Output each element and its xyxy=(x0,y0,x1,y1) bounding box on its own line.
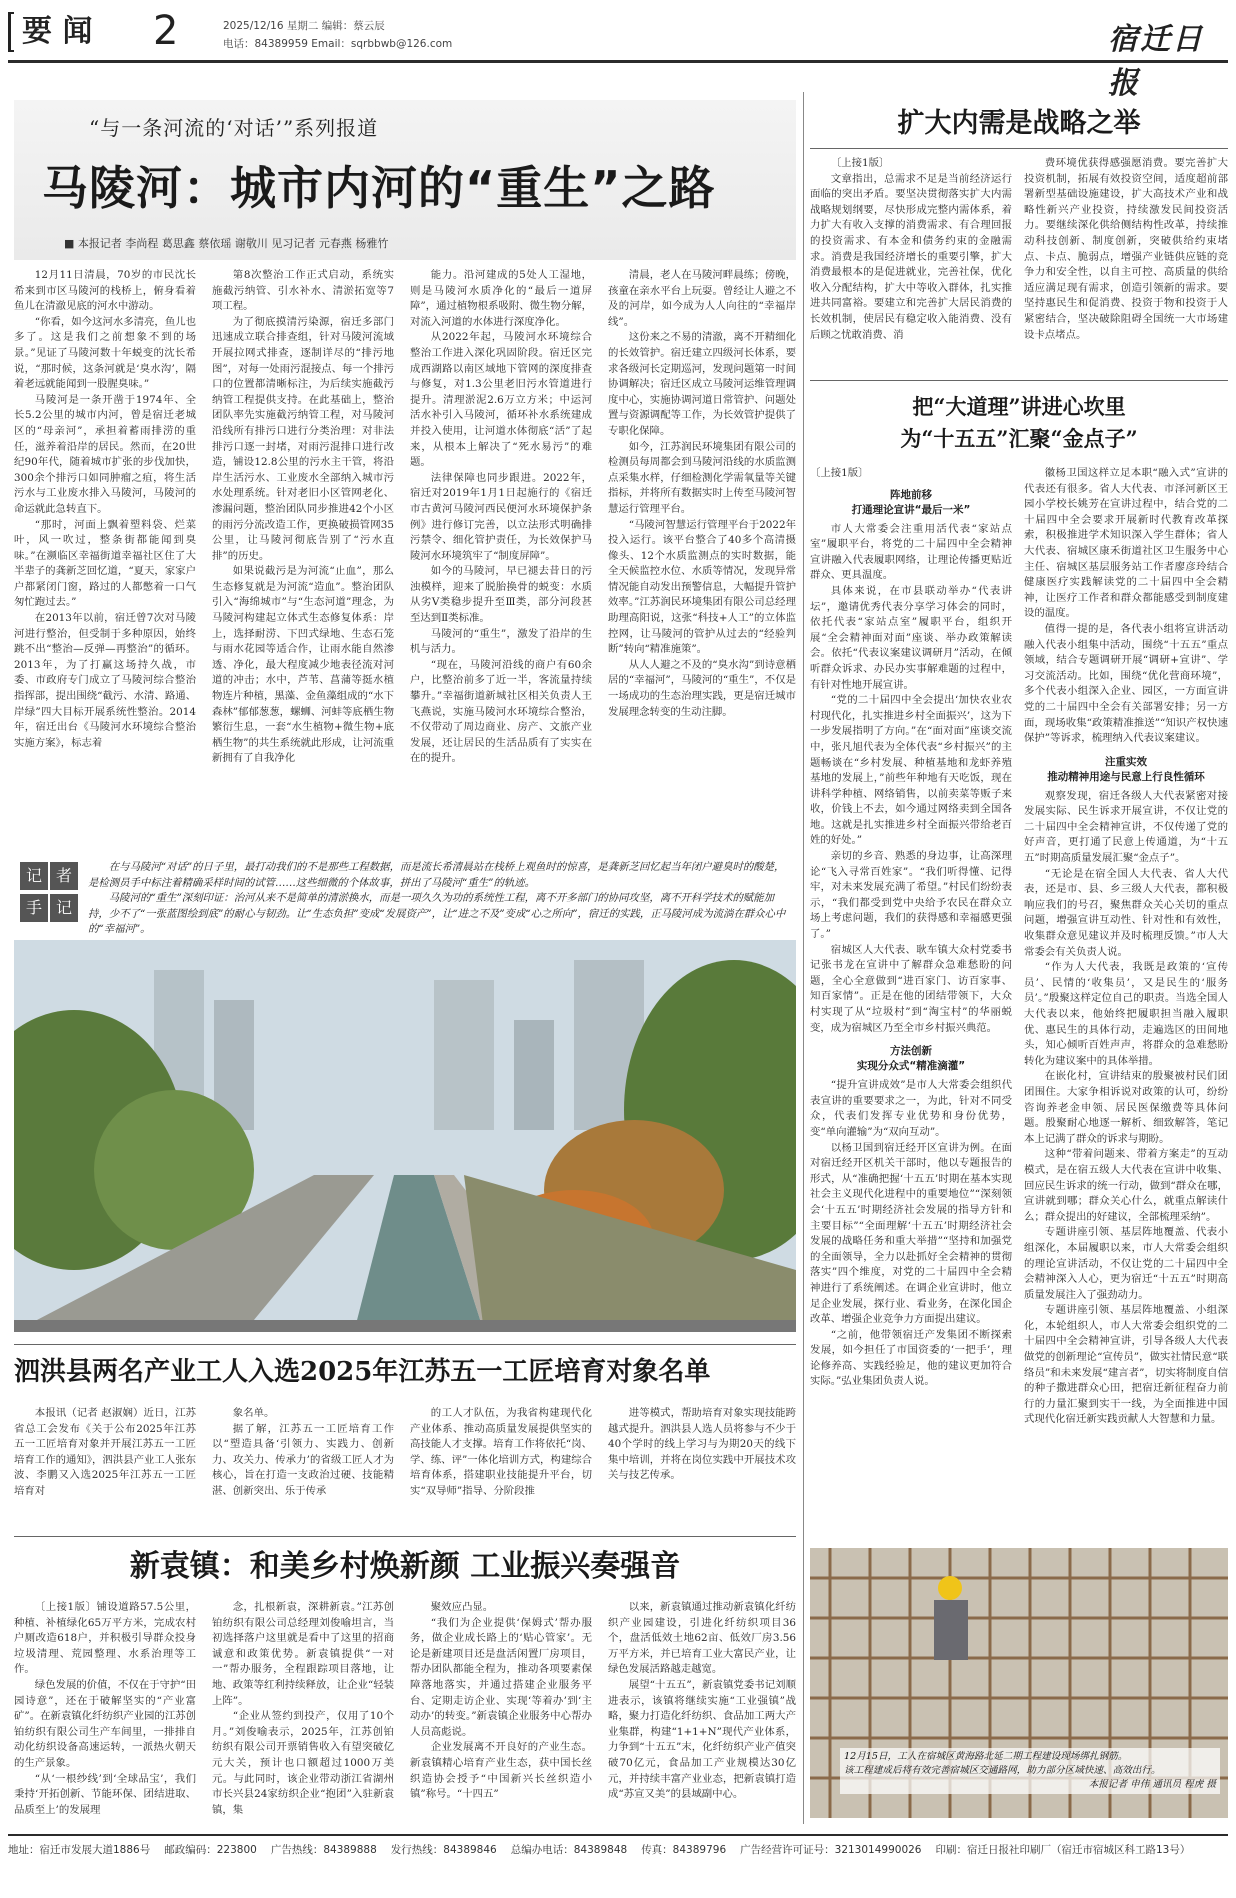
river-illustration xyxy=(14,940,796,1332)
article-2-title: 扩大内需是战略之举 xyxy=(897,108,1141,139)
date-line: 2025/12/16 星期二 编辑：蔡云辰 xyxy=(223,20,385,32)
article-3-col-2: 徽杨卫国这样立足本职“融入式”宣讲的代表还有很多。省人大代表、市泽河新区王园小学校长姚芳在宣讲过程中，结合党的二十届四中全会要求开展新时代教育改革探索，积极推进学术知识深入学生群体；省人大代表、宿城区康禾街道社区卫生服务中心主任、宿城区基层服务站工作者廖彦玲结合健康医疗实践解读党的二十届四中全会精神，让医疗工作者和群众都能感受到制度建设的温度。 值得一提的是，各代表小组将宣讲活动融入代表小组集中活动，围绕“十五五”重点领域，结合专题调研开展“调研+宣讲”、学习交流活动。比如，围绕“优化营商环境”，多个代表小组深入企业、园区，一方面宣讲党的二十届四中全会有关部署安排；另一方面，现场收集“政策精准推送”“知识产权快速保护”等诉求，梳理纳入代表议案建议。 注重实效 推动精神用途与民意上行良性循环 观察发现，宿迁各级人大代表紧密对接发展实际、民生诉求开展宣讲，不仅让党的二十届四中全会精神宣讲，不仅传递了党的好声音，更打通了民意上传通道，为“十五五”时期高质量发展汇聚“金点子”。 “无论是在宿全国人大代表、省人大代表，还是市、县、乡三级人大代表，都积极响应我们的号召，聚焦群众关心关切的重点问题，增强宣讲互动性、针对性和有效性，收集群众意见建议并及时梳理反馈。”市人大常委会有关负责人说。 “作为人大代表，我既是政策的‘宣传员’、民情的‘收集员’，又是民生的‘服务员’。”殷聚这样定位自己的职责。当选全国人大代表以来，他始终把履职担当融入履职优、惠民生的具体行动，走遍选区的田间地头，知心倾听百姓声声，将群众的急难愁盼转化为建议案中的具体举措。 在嵌化村，宣讲结束的殷聚被村民们团团围住。大家争相诉说对政策的认可，纷纷咨询养老金申领、居民医保缴费等具体问题。殷聚耐心地逐一解析、细致解答，笔记本上记满了群众的诉求与期盼。 这种“带着问题来、带着方案走”的互动模式，是在宿五级人大代表在宣讲中收集、回应民生诉求的统一行动，做到“群众在哪，宣讲就到哪；群众关心什么，就重点解读什么；群众提出的好建议，全部梳理采纳”。 专题讲座引领、基层阵地覆盖、代表小组深化，本届履职以来，市人大常委会组织的理论宣讲活动，不仅让党的二十届四中全会精神深入人心，更为宿迁“十五五”时期高质量发展注入了强劲动力。 专题讲座引领、基层阵地覆盖、小组深化，本轮组织人，市人大常委会组织党的二十届四中全会精神宣讲，引导各级人大代表做党的创新理论“宣传员”，做实社情民意“联络员”和未来发展“建言者”，切实将制度自信的种子撒进群众心田，把宿迁新征程奋力前行的力量汇聚到实干一线，为全面推进中国式现代化宿迁新实践贡献人大智慧和力量。 xyxy=(1024,467,1228,1426)
construction-photo xyxy=(810,1548,1228,1818)
paper-logo: 宿迁日报 xyxy=(1108,22,1204,101)
footer-ad: 广告热线：84389888 xyxy=(270,1844,377,1856)
footer-printer: 印刷：宿迁日报社印刷厂（宿迁市宿城区科工路13号） xyxy=(935,1844,1191,1856)
footer xyxy=(8,1842,1228,1857)
column-rule xyxy=(803,92,804,1824)
article-5-col-4: 以来，新袁镇通过推动新袁镇化纤纺织产业园建设，引进化纤纺织项目36个，盘活低效土地62亩、低效厂房3.56万平方米，并已培育工业大富民产业，让绿色发展活路越走越宽。 展望“十五五”，新袁镇党委书记刘顺进表示，该镇将继续实施“工业强镇”战略，聚力打造化纤纺织、食品加工两大产业集群，构建“1+1+N”现代产业体系，力争到“十五五”末，化纤纺织产业产值突破70亿元，食品加工产业规模达30亿元，并持续丰富产业业态，把新袁镇打造成“苏宣又美”的县域副中心。 xyxy=(608,1601,796,1801)
footer-office: 总编办电话：84389848 xyxy=(510,1844,628,1856)
subhead-2: 方法创新 xyxy=(890,1045,932,1058)
feature-header xyxy=(14,100,796,260)
article-3-title-line-1: 把“大道理”讲进心坎里 xyxy=(912,394,1126,419)
footer-fax: 传真：84389796 xyxy=(641,1844,727,1856)
feature-kicker: “与一条河流的‘对话’”系列报道 xyxy=(89,116,379,140)
article-3-title-line-2: 为“十五五”汇聚“金点子” xyxy=(900,426,1138,451)
article-4-col-1: 本报讯（记者 赵淑娴）近日，江苏省总工会发布《关于公布2025年江苏五一工匠培育对象并开展江苏五一工匠培育工作的通知》，泗洪县产业工人张东波、李鹏又入选2025年江苏五一工匠培育对 xyxy=(14,1407,196,1497)
article-5-title: 新袁镇：和美乡村焕新颜 工业振兴奏强音 xyxy=(129,1549,681,1584)
reporter-notes-label xyxy=(20,862,80,926)
subhead-3b: 推动精神用途与民意上行良性循环 xyxy=(1047,770,1205,783)
article-5-col-3: 聚效应凸显。 “我们为企业提供‘保姆式’帮办服务，做企业成长路上的‘贴心管家’。无论是新建项目还是盘活闲置厂房项目，帮办团队都能全程为，推动各项要素保障落地落实，并通过搭建企业服务平台、定期走访企业、实现‘等着办’到‘主动办’的转变。”新袁镇企业服务中心帮办人员高彪说。 企业发展离不开良好的产业生态。新袁镇精心培育产业生态，获中国长丝织造协会授予“中国新兴长丝织造小镇”称号。“十四五” xyxy=(410,1601,592,1801)
footer-address: 地址：宿迁市发展大道1886号 xyxy=(8,1844,151,1856)
upjie: 〔上接1版〕 xyxy=(810,467,869,479)
article-5-top-rule xyxy=(14,1536,796,1537)
article-4-col-4: 进等模式，帮助培育对象实现技能跨越式提升。泗洪县人选人员将参与不少于40个学时的线上学习与为期20天的线下集中培训，并将在岗位实践中开展技术攻关与技艺传承。 xyxy=(608,1407,796,1482)
subhead-1: 阵地前移 xyxy=(890,488,932,501)
feature-col-3: 能力。沿河建成的5处人工湿地，则是马陵河水质净化的“最后一道屏障”，通过植物根系吸附、微生物分解，对流入河道的水体进行深度净化。 从2022年起，马陵河水环境综合整治工作进入深化巩固阶段。宿迁区完成西湖路以南区域地下管网的深度排查与修复，对1.3公里老旧污水管道进行提升。清理淤泥2.6万立方米；中运河活水补引入马陵河，循环补水系统建成并投入使用，让河道水体彻底“活”了起来，从根本上解决了“死水易污”的难题。 法律保障也同步跟进。2022年，宿迁对2019年1月1日起施行的《宿迁市古黄河马陵河西民便河水环境保护条例》进行修订完善，以立法形式明确排污禁令、细化管护责任，为长效保护马陵河水环境筑牢了“制度屏障”。 如今的马陵河，早已褪去昔日的污浊模样，迎来了脱胎换骨的蜕变：水质从劣Ⅴ类稳步提升至Ⅲ类，部分河段甚至达到Ⅱ类标准。 马陵河的“重生”，激发了沿岸的生机与活力。 “现在，马陵河沿线的商户有60余户，比整治前多了近一半，客流量持续攀升。”幸福街道新城社区相关负责人王飞燕说，实施马陵河水环境综合整治，不仅带动了周边商业、房产、文旅产业发展，还让居民的生活品质有了实实在在的提升。 xyxy=(410,269,592,765)
article-5-col-2: 念，扎根新袁，深耕新袁。”江苏创铂纺织有限公司总经理刘俊喻坦言，当初选择落户这里就是看中了这里的招商诚意和政策优势。新袁镇提供“一对一”帮办服务，全程跟踪项目落地，让地、政策等红利持续释放，让企业“轻装上阵”。 “企业从签约到投产，仅用了10个月。”刘俊喻表示，2025年，江苏创铂纺织有限公司开票销售收入有望突破亿元大关，预计也口额超过1000万美元。与此同时，该企业带动浙江省湖州市长兴县24家纺织企业“抱团”入驻新袁镇，集 xyxy=(212,1601,394,1816)
article-3-col-1: 〔上接1版〕 阵地前移 打通理论宣讲“最后一米” 市人大常委会注重用活代表“家站点室”履职平台，将党的二十届四中全会精神宣讲融入代表履职网络，让理论传播更贴近群众、更具温度。 具体来说，在市县联动举办“代表讲坛”，邀请优秀代表分享学习体会的同时，依托代表“家站点室”履职平台，组织开展“全会精神面对面”座谈、举办政策解读会。依托“代表议案建议调研月”活动，在倾听群众诉求、办民办实事解难题的过程中，有针对性地开展宣讲。 “党的二十届四中全会提出‘加快农业农村现代化，扎实推进乡村全面振兴’，这为下一步发展指明了方向。”在“面对面”座谈交流中，张凡旭代表为全体代表“乡村振兴”的主题畅谈在“乡村发展、种植基地和龙虾养殖基地的发展上，”前些年种地有天吃饭，现在讲科学种植、网络销售，以前卖菜等贩子来收，价钱上不去，如今通过网络卖到全国各地。这就是扎实推进乡村全面振兴带给老百姓的好处。” 亲切的乡音、熟悉的身边事，让高深理论“飞入寻常百姓家”。“我们听得懂、记得牢，对未来发展充满了希望。”村民们纷纷表示，“我们都受到党中央给予农民在群众立场上考虑问题，我们的获得感和幸福感更强了。” 宿城区人大代表、耿车镇大众村党委书记张书龙在宣讲中了解群众急难愁盼的问题，全心全意做到“进百家门、访百家事、知百家情”。正是在他的团结带领下，大众村实现了从“垃圾村”到“淘宝村”的华丽蜕变，成为宿城区乃至全市乡村振兴典范。 方法创新 实现分众式“精准滴灌” “提升宣讲成效”是市人大常委会组织代表宣讲的重要要求之一，为此，针对不同受众，代表们发挥专业优势和身份优势，变“单向灌输”为“双向互动”。 以杨卫国到宿迁经开区宣讲为例。在面对宿迁经开区机关干部时，他以专题报告的形式，从“准确把握‘十五五’时期在基本实现社会主义现代化进程中的重要地位”“深刻领会‘十五五’时期经济社会发展的指导方针和主要目标”“全面理解‘十五五’时期经济社会发展的战略任务和重大举措”“坚持和加强党的全面领导，全力以赴抓好全会精神的贯彻落实”四个维度，对党的二十届四中全会精神进行了系统阐述。在调企业宣讲时，他立足企业发展，探行业、看业务，在深化国企改革、增强企业竞争力方面提出建议。 “之前，他带领宿迁产发集团不断探索发展，如今担任了市国资委的‘一把手’，理论修养高、实践经验足，他的建议更加符合实际。”弘业集团负责人说。 xyxy=(810,467,1012,1388)
note-label-char: 者 xyxy=(50,862,78,890)
footer-rule xyxy=(8,1834,1228,1836)
article-4-top-rule xyxy=(14,1344,796,1345)
note-label-char: 记 xyxy=(50,894,78,922)
contact-line: 电话：84389959 Email：sqrbbwb@126.com xyxy=(223,38,453,50)
article-2-col-2: 费环境优获得感强愿消费。要完善扩大投资机制，拓展有效投资空间，适度超前部署新型基础设施建设，扩大高技术产业和战略性新兴产业投资，持续激发民间投资活力。要继续深化供给侧结构性改革，持续推动科技创新、制度创新，突破供给约束堵点、卡点、脆弱点，增强产业链供应链的竞争力和安全性，以自主可控、高质量的供给适应满足现有需求，创造引领新的需求。要坚持惠民生和促消费、投资于物和投资于人紧密结合，坚决破除阻碍全国统一大市场建设卡点堵点。 xyxy=(1024,157,1228,341)
article-2-col-1: 〔上接1版〕 文章指出，总需求不足是当前经济运行面临的突出矛盾。要坚决贯彻落实扩大内需战略规划纲要，尽快形成完整内需体系，着力扩大有收入支撑的消费需求、有合理回报的投资需求、有本金和债务约束的金融需求。消费是我国经济增长的重要引擎，扩大消费最根本的是促进就业，完善社保，优化收入分配结构，扩大中等收入群体，扎实推进共同富裕。要建立和完善扩大居民消费的长效机制，使居民有稳定收入能消费、没有后顾之忧敢消费、消 xyxy=(810,157,1012,341)
feature-col-1: 12月11日清晨，70岁的市民沈长希来到市区马陵河的栈桥上，俯身看着鱼儿在清澈见底的河水中游动。 “你看，如今这河水多清亮，鱼儿也多了。这是我们之前想象不到的场景。”见证了马陵河数十年蜕变的沈长希说，“那时候，这条河就是‘臭水沟’，隔着老远就能闻到一股腥臭味。” 马陵河是一条开凿于1974年、全长5.2公里的城市内河，曾是宿迁老城区的“母亲河”，承担着蓄雨排涝的重任，滋养着沿岸的居民。然而，在20世纪90年代，随着城市扩张的步伐加快，300余个排污口如同肿瘤之疽，将生活污水与工业废水排入马陵河，马陵河的命运就此急转直下。 “那时，河面上飘着塑料袋、烂菜叶，风一吹过，整条街都能闻到臭味。”在濒临区幸福街道幸福社区住了大半辈子的龚新芝回忆道，“夏天，家家户户都紧闭门窗，路过的人都憋着一口气匆忙跑过去。” 在2013年以前，宿迁曾7次对马陵河进行整治，但受制于多种原因，始终跳不出“整治—反弹—再整治”的循环。2013年，为了打赢这场持久战，市委、市政府专门成立了马陵河综合整治指挥部，提出围绕“截污、水清、路通、岸绿”四大目标开展系统性整治。2014年，宿迁出台《马陵河水环境综合整治实施方案》，标志着 xyxy=(14,269,196,749)
masthead-bracket xyxy=(8,12,14,52)
footer-license: 广告经营许可证号：3213014990026 xyxy=(740,1844,922,1856)
footer-dist: 发行热线：84389846 xyxy=(390,1844,497,1856)
note-label-char: 手 xyxy=(20,894,48,922)
article-4-col-2: 象名单。 据了解，江苏五一工匠培育工作以“塑造具备‘引领力、实践力、创新力、攻关力、传承力’的省级工匠人才为核心，旨在打造一支政治过硬、技能精湛、创新突出、乐于传承 xyxy=(212,1407,394,1497)
photo-caption: 12月15日，工人在宿城区黄海路北延二期工程建设现场绑扎钢筋。 该工程建成后将有效完善宿城区交通路网，助力部分区域快速、高效出行。 本报记者 申伟 通讯员 程虎 摄 xyxy=(840,1748,1220,1794)
footer-postcode: 邮政编码：223800 xyxy=(164,1844,257,1856)
river-photo xyxy=(14,940,796,1332)
subhead-3: 注重实效 xyxy=(1105,755,1147,768)
subhead-2b: 实现分众式“精准滴灌” xyxy=(856,1060,966,1073)
reporter-notes-text: 在与马陵河“对话”的日子里，最打动我们的不是那些工程数据，而是流长希清晨站在栈桥上观鱼时的惊喜，是龚新芝回忆起当年闭户避臭时的酸楚，是检测员手中标注着精确采样时间的试管……这些细微的个体故事，拼出了马陵河“重生”的轨迹。 马陵河的“重生”深刻印证：治河从来不是简单的清淤换水，而是一项久久为功的系统性工程，离不开多部门的协同攻坚，离不开科学技术的赋能加持，少不了“一张蓝图绘到底”的耐心与韧劲。让“生态负担”变成“发展资产”，让“进之不及”变成“心之所向”，宿迁的实践，正马陵河成为流淌在群众心中的“幸福河”。 xyxy=(88,861,786,936)
article-4-col-3: 的工人才队伍，为我省构建现代化产业体系、推动高质量发展提供坚实的高技能人才支撑。培育工作将依托“岗、学、练、评”一体化培训方式，构建综合培育体系，搭建职业技能提升平台，切实“双导师”指导、分阶段推 xyxy=(410,1407,592,1497)
feature-col-4: 清晨，老人在马陵河畔晨练；傍晚，孩童在亲水平台上玩耍。曾经让人避之不及的河岸，如今成为人人向往的“幸福岸线”。 这份来之不易的清澈，离不开精细化的长效管护。宿迁建立四级河长体系，要求各级河长定期巡河，发现问题第一时间协调解决；宿迁区成立马陵河运维管理调度中心，实施协调河道日常管护、问题处置与资源调配等工作，为长效管护提供了专职化保障。 如今，江苏润民环境集团有限公司的检测员每周都会到马陵河沿线的水质监测点采集水样，仔细检测化学需氧量等关键指标，并将所有数据实时上传至马陵河智慧运行管理平台。 “马陵河智慧运行管理平台于2022年投入运行。该平台整合了40多个高清摄像头、12个水质监测点的实时数据，能全天候监控水位、水质等情况，发现异常情况能自动发出预警信息，大幅提升管护效率。”江苏润民环境集团有限公司总经理助理高阳说，这张“科技+人工”的立体监控网，让马陵河的管护从过去的“经验判断”转向“精准施策”。 从人人避之不及的“臭水沟”到诗意栖居的“幸福河”，马陵河的“重生”，不仅是一场成功的生态治理实践，更是宿迁城市发展理念转变的生动注脚。 xyxy=(608,269,796,718)
feature-title: 马陵河：城市内河的“重生”之路 xyxy=(42,161,716,215)
article-5-col-1: 〔上接1版〕铺设道路57.5公里，种植、补植绿化65万平方米，完成农村户厕改造618户，并积极引导群众投身垃圾清理、荒园整理、水系治理等工作。 绿色发展的价值，不仅在于守护“田园诗意”，还在于破解坚实的“产业富矿”。在新袁镇化纤纺织产业园的江苏创铂纺织有限公司生产车间里，一排排自动化纺织设备高速运转，一派热火朝天的生产景象。 “从‘一根纱线’到‘全球品宝’，我们秉持‘开拓创新、节能环保、团结进取、品质至上’的发展理 xyxy=(14,1601,196,1816)
feature-col-2: 第8次整治工作正式启动，系统实施截污纳管、引水补水、清淤拓宽等7项工程。 为了彻底摸清污染源，宿迁多部门迅速成立联合排查组，针对马陵河流域开展拉网式排查，逐制详尽的“排污地图”，对每一处雨污混接点、每一个排污口的位置都清晰标注，为后续实施截污纳管工程提供支持。在此基础上，整治团队率先实施截污纳管工程，对马陵河沿线所有排污口进行分类治理：对非法排污口逐一封堵，对雨污混排口进行改造，铺设12.8公里的污水主干管，将沿岸生活污水、工业废水全部纳入城市污水处理系统。针对老旧小区管网老化、渗漏问题，整治团队同步推进42个小区的雨污分流改造工作，更换破损管网35公里，让马陵河彻底告别了“污水直排”的历史。 如果说截污是为河流“止血”，那么生态修复就是为河流“造血”。整治团队引入“海绵城市”与“生态河道”理念，为马陵河构建起立体式生态修复体系：岸上，选择耐涝、下凹式绿地、生态石笼与雨水花园等适合作，让雨水能自然渗透、净化，最大程度减少地表径流对河道的冲击；水中，芦苇、菖蒲等挺水植物连片种植，黑藻、金鱼藻组成的“水下森林”郁郁葱葱，螺蛳、河蚌等底栖生物繁衍生息，一套“水生植物+微生物+底栖生物”的共生系统就此形成，让河流重新拥有了自我净化 xyxy=(212,269,394,765)
page-number: 2 xyxy=(153,8,179,54)
article-2-bottom-rule xyxy=(810,380,1228,381)
article-4-title: 泗洪县两名产业工人入选2025年江苏五一工匠培育对象名单 xyxy=(14,1357,711,1387)
masthead-rule xyxy=(8,60,1228,63)
article-2-rule xyxy=(810,148,1228,149)
feature-byline: ■ 本报记者 李尚程 葛思鑫 蔡依瑶 谢敬川 见习记者 元春燕 杨雅竹 xyxy=(64,237,389,250)
masthead xyxy=(8,8,1228,101)
section-name: 要 闻 xyxy=(22,14,93,49)
note-label-char: 记 xyxy=(20,862,48,890)
subhead-1b: 打通理论宣讲“最后一米” xyxy=(851,503,971,516)
